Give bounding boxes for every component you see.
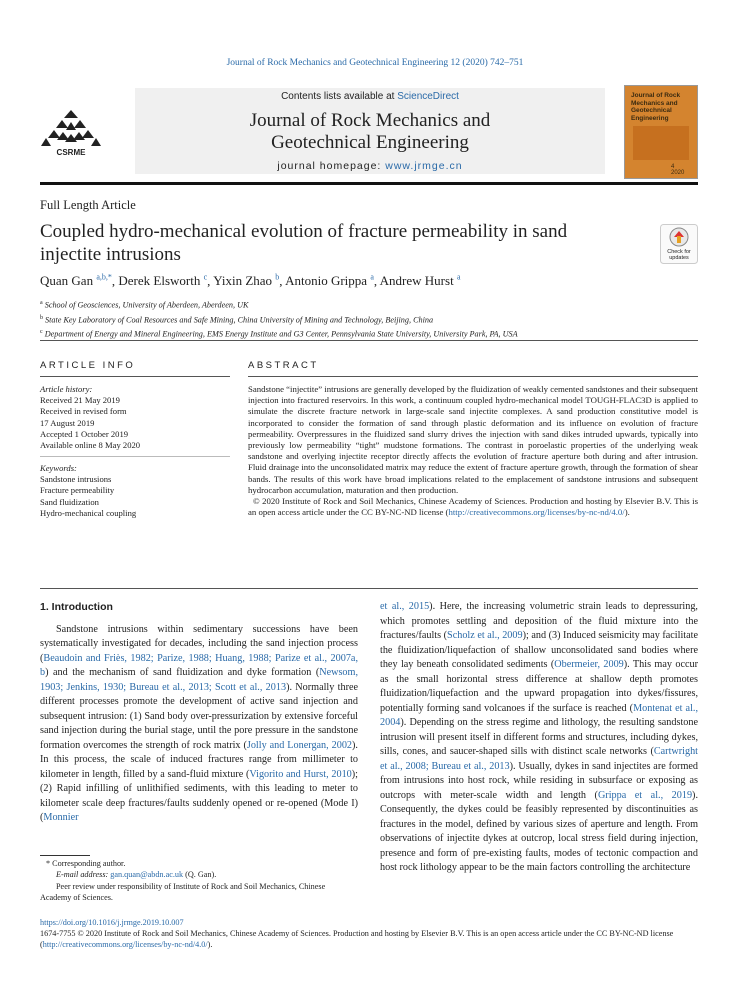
citation-link[interactable]: Vigorito and Hurst, 2010 bbox=[249, 768, 352, 780]
divider bbox=[40, 376, 230, 377]
citation-link[interactable]: et al., 2015 bbox=[380, 601, 430, 612]
citation-link[interactable]: Beaudoin and Friès, 1982; Parize, 1988; Huang, 1988; Parize et al., 2007a, b bbox=[40, 652, 358, 678]
author[interactable]: Derek Elsworth $^c$ bbox=[118, 273, 208, 289]
author[interactable]: Quan Gan $^{a,b,*}$ bbox=[40, 273, 112, 289]
paragraph bbox=[40, 623, 358, 826]
cover-graphic bbox=[633, 126, 689, 160]
body-text: ). Depending on the stress regime and lithology, the resulting sandstone intrusion will present itself in different forms and structures, including dykes, sills, cones, and saucer-shaped sills with distinct scale networks ( bbox=[380, 717, 698, 757]
journal-citation[interactable]: Journal of Rock Mechanics and Geotechnical Engineering 12 (2020) 742–751 bbox=[226, 58, 524, 68]
journal-title: Journal of Rock Mechanics and Geotechnical Engineering bbox=[249, 110, 491, 153]
article-history: Article history: Received 21 May 2019 Received in revised form 17 August 2019 Accepted 1 October 2019 Available online 8 May 2020 bbox=[40, 384, 141, 451]
article-type: Full Length Article bbox=[40, 198, 136, 212]
citation-link[interactable]: Grippa et al., 2019 bbox=[597, 789, 693, 801]
keyword: Hydro-mechanical coupling bbox=[40, 507, 137, 518]
logo-label: CSRME bbox=[56, 148, 86, 157]
citation-link[interactable]: Monnier bbox=[43, 812, 79, 823]
license-statement: 1674-7755 © 2020 Institute of Rock and Soil Mechanics, Chinese Academy of Sciences. Production and hosting by Elsevier B.V. This is an open access article under the CC BY-NC-ND license (http://creativecommons.org/licenses/by-nc-nd/4.0/). bbox=[40, 929, 674, 949]
body-text: ) and the mechanism of sand fluidization and dyke formation ( bbox=[45, 667, 320, 678]
contents-line: Contents lists available at ScienceDirect bbox=[281, 91, 459, 102]
body-text: ). Usually, dykes in sand injectites are formed from intrusions into host rock, while residing in subsurface or exposing as outcrops with meter-scale width and length ( bbox=[380, 760, 698, 801]
license-link[interactable]: http://creativecommons.org/licenses/by-nc-nd/4.0/ bbox=[448, 507, 625, 518]
body-text: ). Here, the increasing volumetric strain leads to depressuring, which promotes settling and deposition of the fluid mixture into the fractures/faults ( bbox=[380, 601, 698, 641]
divider bbox=[40, 456, 230, 457]
header-rule bbox=[40, 182, 698, 185]
email-link[interactable]: gan.quan@abdn.ac.uk bbox=[110, 870, 184, 880]
keyword: Sandstone intrusions bbox=[40, 474, 112, 485]
keyword: Sand fluidization bbox=[40, 496, 99, 507]
keywords: Keywords: Sandstone intrusions Fracture permeability Sand fluidization Hydro-mechanical coupling bbox=[40, 463, 230, 519]
abstract bbox=[248, 384, 698, 518]
author[interactable]: Yixin Zhao $^b$ bbox=[213, 273, 280, 289]
body-column-left bbox=[40, 600, 358, 826]
citation-link[interactable]: Jolly and Lonergan, 2002 bbox=[246, 739, 353, 751]
author[interactable]: Antonio Grippa $^a$ bbox=[285, 273, 374, 289]
body-text: ); and (3) Induced seismicity may facilitate the fluidization/liquefaction of shallow unconsolidated sand bodies where they lay beneath consolidated sediments ( bbox=[380, 630, 698, 670]
check-for-updates-badge[interactable]: Check for updates bbox=[660, 224, 698, 264]
footer-license-link[interactable]: http://creativecommons.org/licenses/by-nc-nd/4.0/ bbox=[42, 940, 208, 949]
citation-link[interactable]: Scholz et al., 2009 bbox=[447, 630, 523, 641]
citation-link[interactable]: Montenat et al., 2004 bbox=[380, 702, 698, 728]
footnotes: * Corresponding author. E-mail address: gan.quan@abdn.ac.uk (Q. Gan). Peer review under responsibility of Institute of Rock and Soil Mechanics, Chinese Academy of Sciences. bbox=[40, 859, 326, 902]
body-text: ). In this process, the scale of induced fractures range from millimeter to kilometer in length, filled by a sand-fluid mixture ( bbox=[40, 739, 358, 780]
journal-masthead bbox=[135, 88, 605, 174]
journal-cover-thumbnail[interactable]: Journal of Rock Mechanics and Geotechnical Engineering 4 2020 bbox=[624, 85, 698, 179]
journal-homepage: journal homepage: www.jrmge.cn bbox=[277, 160, 463, 172]
body-column-right bbox=[380, 600, 698, 876]
csrme-logo bbox=[40, 108, 102, 168]
author-list: Quan Gan $^{a,b,*}$, Derek Elsworth $^c$, Yixin Zhao $^b$, Antonio Grippa $^a$, Andrew Hurst $^a$ bbox=[40, 273, 461, 289]
abstract-copyright: © 2020 Institute of Rock and Soil Mechanics, Chinese Academy of Sciences. Production and hosting by Elsevier B.V. This is an open access article under the CC BY-NC-ND license (http://creativecommons.org/licenses/by-nc-nd/4.0/). bbox=[248, 496, 699, 518]
divider bbox=[40, 588, 698, 589]
paragraph bbox=[380, 600, 698, 876]
citation-link[interactable]: Obermeier, 2009 bbox=[554, 659, 624, 670]
body-text: Sandstone intrusions within sedimentary successions have been systematically investigated for decades, including the sand injection process ( bbox=[40, 623, 358, 664]
affiliation: $^c$ Department of Energy and Mineral Engineering, EMS Energy Institute and G3 Center, Pennsylvania State University, University Park, PA, USA bbox=[40, 329, 518, 340]
divider bbox=[40, 340, 698, 341]
body-text: ); (2) Rapid infilling of unlithified sediments, with this leading to meter to kilometer scale deep fractures/faults suddenly opened or re-opened (Mode I) ( bbox=[40, 768, 358, 823]
page-footer bbox=[40, 917, 700, 950]
article-info-heading: ARTICLE INFO bbox=[40, 360, 136, 371]
article-title: Coupled hydro-mechanical evolution of fracture permeability in sand injectite intrusions bbox=[40, 221, 568, 265]
citation-link[interactable]: Cartwright et al., 2008; Bureau et al., 2013 bbox=[380, 746, 698, 772]
abstract-text: Sandstone “injectite” intrusions are generally developed by the fluidization of weakly cemented sandstones and their subsequent injection into fractured reservoirs. In this work, a continuum coupled hydro-mechanical model TOUGH-FLAC3D is applied to simulate the discrete fracture network in large-scale sand injectite complexes. A sand production constitutive model is incorporated to consider the formation of sand through plastic deformation and its influence on evolution of fracture permeability. Overpressures in the fluidized sand slurry drives the injection with sand dikes intruded upwards, typically into previously low permeability “tight” mudstone formations. The contrast in poroelastic properties of the underlying weak sandstone and overlying injectite receptor directly affects the evolution of fracture aperture both during and after intrusion. Fluid drainage into the unconsolidated matrix may reduce the extent of fracture aperture growth, through the formation of shear bands. The results of this work have broad implications related to the emplacement of sandstone intrusions and subsequent hydrocarbon accumulation, maturation and then production. bbox=[248, 384, 698, 495]
body-text: ). Normally three different processes promote the development of active sand injection and subsequent intrusion: (1) Sand body over-pressurization by extensive forceful sand injection during the burial stage, until the pore pressure in the sandstone formation overcomes the strength of rock matrix ( bbox=[40, 681, 359, 751]
citation-link[interactable]: Newsom, 1903; Jenkins, 1930; Bureau et al., 2013; Scott et al., 2013 bbox=[40, 667, 358, 693]
footnote-rule bbox=[40, 855, 90, 856]
section-heading: 1. Introduction bbox=[40, 601, 113, 613]
affiliations bbox=[40, 297, 700, 341]
author[interactable]: Andrew Hurst $^a$ bbox=[379, 273, 461, 289]
doi-link[interactable]: https://doi.org/10.1016/j.jrmge.2019.10.007 bbox=[40, 918, 184, 927]
divider bbox=[248, 376, 698, 377]
abstract-heading: ABSTRACT bbox=[248, 360, 319, 371]
affiliation: $^b$ State Key Laboratory of Coal Resources and Safe Mining, China University of Mining and Technology, Beijing, China bbox=[40, 314, 434, 325]
sciencedirect-link[interactable]: ScienceDirect bbox=[397, 91, 459, 102]
body-text: ). This may occur as the small horizontal stress difference at shallow depth promotes fluidization/liquefaction and the upward propagation into dykes/fissures, potentially forming sand volcanoes if the surface is reached ( bbox=[380, 659, 698, 714]
affiliation: $^a$ School of Geosciences, University of Aberdeen, Aberdeen, UK bbox=[40, 300, 249, 310]
homepage-link[interactable]: www.jrmge.cn bbox=[385, 160, 463, 172]
body-text: ). Consequently, the dykes could be feasibly represented by discontinuities as fractures in the model, defined by various sizes of aperture and length. From observations of injectite dykes at outcrop, local stress field during injection, presence and form of pre-existing faults, modes of tectonic compaction and host rock lithology appear to be the main factors controlling the architecture bbox=[380, 789, 698, 873]
keyword: Fracture permeability bbox=[40, 485, 115, 496]
